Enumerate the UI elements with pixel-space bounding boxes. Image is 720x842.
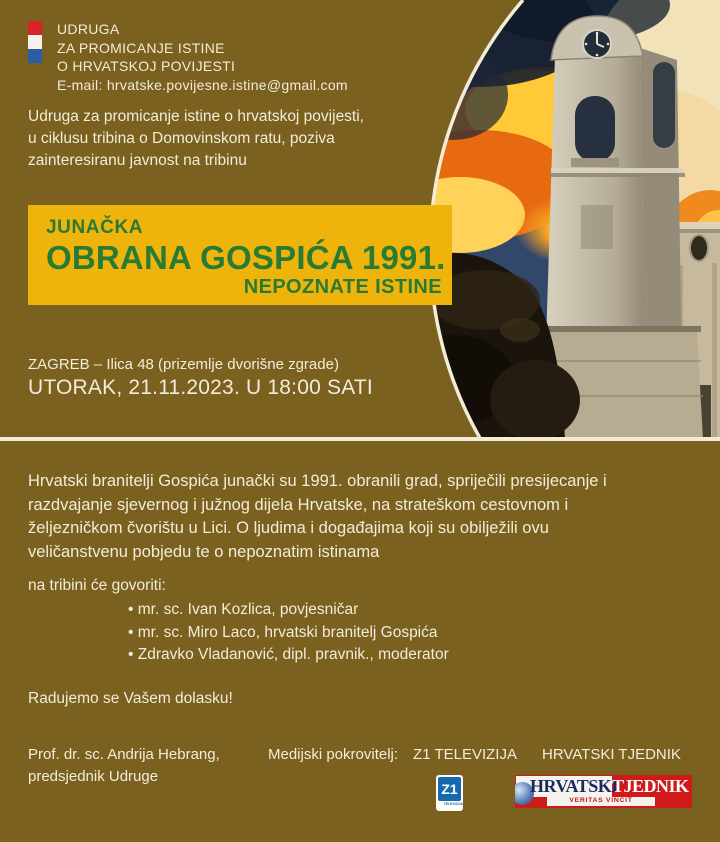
ht-logo-word-left: HRVATSKI xyxy=(530,776,618,796)
z1-logo-mark: Z1 xyxy=(438,777,461,801)
org-name-line: O HRVATSKOJ POVIJESTI xyxy=(57,58,236,74)
speakers-list xyxy=(128,599,449,667)
event-info xyxy=(28,355,373,401)
hrvatski-tjednik-logo xyxy=(515,775,692,808)
z1-logo-subtext: TELEVIZIJA xyxy=(443,802,463,806)
speaker-item: • Zdravko Vladanović, dipl. pravnik., moderator xyxy=(128,646,449,663)
speakers-intro: na tribini će govoriti: xyxy=(28,577,166,594)
ht-logo-word-right: TJEDNIK xyxy=(612,776,689,796)
title-kicker: JUNAČKA xyxy=(46,217,144,238)
ht-logo-motto: VERITAS VINCIT xyxy=(569,796,633,804)
media-sponsor-label: Medijski pokrovitelj: xyxy=(268,746,399,763)
divider-line xyxy=(0,437,720,441)
event-title: OBRANA GOSPIĆA 1991. xyxy=(46,239,446,276)
org-name-line: ZA PROMICANJE ISTINE xyxy=(57,39,225,56)
croatian-flag-icon xyxy=(28,21,42,63)
z1-televizija-logo xyxy=(436,775,463,811)
event-location: ZAGREB – Ilica 48 (prizemlje dvorišne zgrade) xyxy=(28,356,339,373)
event-title-box xyxy=(28,205,452,305)
signature: Prof. dr. sc. Andrija Hebrang, predsjednik Udruge xyxy=(28,746,220,785)
closing-line: Radujemo se Vašem dolasku! xyxy=(28,690,233,707)
main-paragraph: Hrvatski branitelji Gospića junački su 1991. obranili grad, spriječili presijecanje i razdvajanje sjevernog i južnog dijela Hrvatske, na strateškom cestovnom i željezničkom čvorištu u Lici. O ljudima i događajima koji su obilježili ovu veličanstvenu pobjedu te o nepoznatim istinama xyxy=(28,472,607,561)
speaker-item: • mr. sc. Miro Laco, hrvatski branitelj Gospića xyxy=(128,623,438,641)
org-name-line: UDRUGA xyxy=(57,21,120,37)
org-email: E-mail: hrvatske.povijesne.istine@gmail.com xyxy=(57,76,348,93)
event-subtitle: NEPOZNATE ISTINE xyxy=(243,276,442,298)
org-header xyxy=(57,20,348,94)
partner-name: HRVATSKI TJEDNIK xyxy=(542,746,681,763)
burning-church-photo xyxy=(425,0,720,440)
media-sponsor-name: Z1 TELEVIZIJA xyxy=(413,746,517,763)
event-datetime: UTORAK, 21.11.2023. U 18:00 SATI xyxy=(28,376,373,399)
intro-paragraph: Udruga za promicanje istine o hrvatskoj povijesti, u ciklusu tribina o Domovinskom ratu, poziva zainteresiranu javnost na tribinu xyxy=(28,108,364,169)
media-sponsor xyxy=(268,746,517,763)
speaker-item: • mr. sc. Ivan Kozlica, povjesničar xyxy=(128,601,359,618)
